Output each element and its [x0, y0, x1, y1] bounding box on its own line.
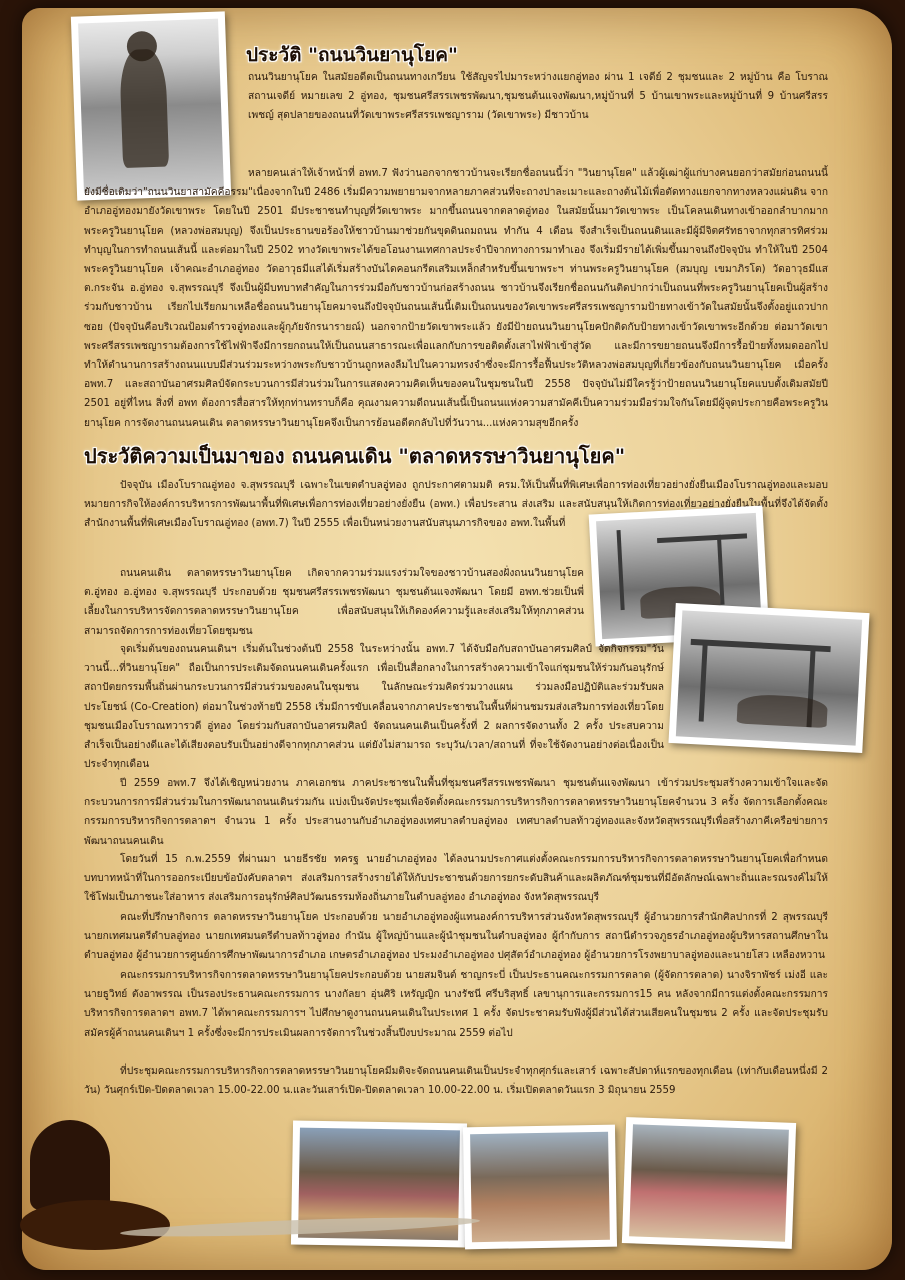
section2-paragraph-8: ที่ประชุมคณะกรรมการบริหารกิจการตลาดหรรษาวินยานุโยคมีมติจะจัดถนนคนเดินเป็นประจำทุกศุกร์และเสาร์ เฉพาะสัปดาห์แรกของทุกเดือน (เท่ากับเดือนหนึ่งมี 2 วัน) วันศุกร์เปิด-ปิดตลาดเวลา 15.00-22.00 น.และวันเสาร์เปิด-ปิดตลาดเวลา 10.00-22.00 น. เริ่มเปิดตลาดวันแรก 3 มิถุนายน 2559 — [84, 1066, 828, 1097]
community-gathering-photo — [622, 1117, 796, 1249]
section2-paragraph-7: คณะกรรมการบริหารกิจการตลาดหรรษาวินยานุโยคประกอบด้วย นายสมจินต์ ชาญกระบี่ เป็นประธานคณะกรรมการตลาด (ผู้จัดการตลาด) นางจิราพัชร์ เม่งอี และนายธูวิทย์ ตังอาพรรณ เป็นรองประธานคณะกรรมการ นางกัลยา อุ่นศิริ เหรัญญิก นางรัชนี ศรีบริสุทธิ์ เลขานุการและกรรมการ15 คน หลังจากมีการแต่งตั้งคณะกรรมการบริหารกิจการตลาดฯ อพท.7 ได้พาคณะกรรมการฯ ไปศึกษาดูงานถนนคนเดินในประเทศ 1 ครั้ง จัดประชาคมรับฟังผู้มีส่วนได้ส่วนเสียคนในชุมชน 2 ครั้ง และจัดประชุมรับสมัครผู้ค้าถนนคนเดินฯ 1 ครั้งซึ่งจะมีการประเมินผลการจัดการในช่วงสิ้นปีงบประมาณ 2559 ต่อไป — [84, 970, 828, 1039]
candle-holder-decoration — [30, 1120, 110, 1210]
section1-title: ประวัติ "ถนนวินยานุโยค" — [246, 44, 458, 66]
market-opening-photo — [463, 1125, 617, 1250]
candle-plate-decoration — [20, 1200, 170, 1250]
gathering-image — [629, 1124, 789, 1241]
section2-paragraph-5: โดยวันที่ 15 ก.พ.2559 ที่ผ่านมา นายธีรชัย ทครฐ นายอำเภออู่ทอง ได้ลงนามประกาศแต่งตั้งคณะกรรมการบริหารกิจการตลาดหรรษาวินยานุโยคเพื่อกำหนดบทบาทหน้าที่ในการออกระเบียบข้อบังคับตลาดฯ ส่งเสริมการสร้างรายได้ให้กับประชาชนด้วยการยกระดับสินค้าและผลิตภัณฑ์ชุมชนที่มีอัตลักษณ์เฉพาะถิ่นและรณรงค์ไม่ให้ใช้โฟมเป็นภาชนะใส่อาหาร ส่งเสริมการอนุรักษ์ศิลปวัฒนธรรมท้องถิ่นภายในตำบลอู่ทอง อำเภออู่ทอง จังหวัดสุพรรณบุรี — [84, 854, 828, 904]
section2-paragraph-1: ปัจจุบัน เมืองโบราณอู่ทอง จ.สุพรรณบุรี เฉพาะในเขตตำบลอู่ทอง ถูกประกาศตามมติ ครม.ให้เป็นพื้นที่พิเศษเพื่อการท่องเที่ยวอย่างยั่งยืนเมืองโบราณอู่ทองและมอบหมายการกิจให้องค์การบริหารการพัฒนาพื้นที่พิเศษเพื่อการท่องเที่ยวอย่างยั่งยืน (อพท.) เพื่อประสาน ส่งเสริม และสนับสนุนให้เกิดการท่องเที่ยวอย่างยั่งยืนในพื้นที่จึงได้จัดตั้งสำนักงานพื้นที่พิเศษเมืองโบราณอู่ทอง (อพท.7) ในปี 2555 เพื่อเป็นหน่วยงานสนับสนุนภารกิจของ อพท.ในพื้นที่ — [84, 480, 828, 530]
opening-image — [470, 1132, 610, 1242]
market-image — [676, 610, 862, 745]
section2-paragraph-4: ปี 2559 อพท.7 จึงได้เชิญหน่วยงาน ภาคเอกชน ภาคประชาชนในพื้นที่ชุมชนศรีสรรเพชรพัฒนา ชุมชนต้นแจงพัฒนา เข้าร่วมประชุมสร้างความเข้าใจและจัดกระบวนการการมีส่วนร่วมในการพัฒนาถนนเดินร่วมกัน แบ่งเป็นจัดประชุมเพื่อจัดตั้งคณะกรรมการบริหารกิจการตลาดหรรษาวินยานุโยคจำนวน 3 ครั้ง จัดการเลือกตั้งคณะกรรมการบริหารกิจการตลาดฯ จำนวน 1 ครั้ง ประสานงานกับอำเภออู่ทองเทศบาลตำบลอู่ทอง เทศบาลตำบลท้าวอู่ทองและจังหวัดสุพรรณบุรีเพื่อสร้างภาคีเครือข่ายการพัฒนาถนนคนเดิน — [84, 778, 828, 847]
section1-paragraph-2: หลายคนเล่าให้เจ้าหน้าที่ อพท.7 ฟังว่านอกจากชาวบ้านจะเรียกชื่อถนนนี้ว่า "วินยานุโยค" แล้วผู้เฒ่าผู้แก่บางคนยอกว่าสมัยก่อนถนนนี้ยังมีชื่อเดิมว่า"ถนนวินยาสามัคคีอรรม"เนื่องจากในปี 2486 เริ่มมีความพยายามจากหลายภาคส่วนที่จะถางปาละเมาะและถางต้นไม้เพื่อตัดทางแยกจากทางหลวงแผ่นดิน จากอำเภออู่ทองมายังวัดเขาพระ โดยในปี 2501 มีประชาชนทำบุญที่วัดเขาพระ มากขึ้นถนนจากตลาดอู่ทอง ในสมัยนั้นมาวัดเขาพระ เป็นโคลนเดินทางเข้าออกลำบากมากพระครูวินยานุโยค (หลวงพ่อสมบุญ) จึงเป็นประธานขอร้องให้ชาวบ้านมาช่วยกันขุดดินถมถนน ทำกัน 4 เดือน จึงสำเร็จเป็นถนนดินและมีผู้มีจิตศรัทธาจากทุกสารทิศร่วมทำบุญในการทำถนนเส้นนี้ และต่อมาในปี 2502 ทางวัดเขาพระได้ขอโอนงานเทศกาลประจำปีจากทางการมาทำเอง จึงเริ่มมีรายได้เพิ่มขึ้นมาจนถึงปัจจุบัน ทำให้ในปี 2504 พระครูวินยานุโยค เจ้าคณะอำเภออู่ทอง วัดอาวุธมีแสได้เริ่มสร้างบันไดคอนกรีตเสริมเหล็กสำหรับขึ้นเขาพระฯ ท่านพระครูวินยานุโยค (สมบุญ เขมาภิรโต) วัดอาวุธมีแส ต.กระจัน อ.อู่ทอง จ.สุพรรณบุรี จึงเป็นผู้มีบทบาทสำคัญในการร่วมมือกับชาวบ้านก่อสร้างถนน ชาวบ้านจึงเรียกชื่อถนนกันติดปากว่าเป็นถนนที่พระครูวินยานุโยคเป็นผู้สร้างร่วมกับชาวบ้าน เรียกไปเรียกมาเหลือชื่อถนนวินยานุโยคมาจนถึงปัจจุบันถนนเส้นนี้เดิมเป็นถนนของวัดเขาพระศรีสรรเพชญารามป้ายทางเข้าวัดในสมัยนั้นจึงตั้งอยู่แถวปากซอย (ปัจจุบันคือบริเวณป้อมตำรวจอู่ทองและผู้กุภัยจักรนารายณ์) นอกจากป้ายวัดเขาพระแล้ว ยังมีป้ายถนนวินยานุโยคปักติดกับป้ายทางเข้าวัดเขาพระอีกด้วย ต่อมาวัดเขาพระศรีสรรเพชญารามต้องการใช้ไฟฟ้าจึงมีการยกถนนให้เป็นถนนสาธารณะเพื่อแลกกับการขอติดตั้งเสาไฟฟ้าเข้าสู่วัด และมีการขยายถนนจึงมีการรื้อป้ายทั้งหมดออกไป ทำให้ตำนานการสร้างถนนแบบมีส่วนร่วมระหว่างพระกับชาวบ้านถูกหลงลืมไปในความทรงจำซึ่งจะมีการรื้อฟื้นประวัติหลวงพ่อสมบุญที่เกี่ยวข้องกับถนนวินยานุโยค เมื่อครั้ง อพท.7 และสถาบันอาศรมศิลป์จัดกระบวนการมีส่วนร่วมในการแสดงความคิดเห็นของคนในชุมชนในปี 2558 ปัจจุบันไม่มีใครรู้ว่าป้ายถนนวินยานุโยคแบบตั้งเดิมสมัยปี 2501 อยู่ที่ไหน สิ่งที่ อพท ต้องการสื่อสารให้ทุกท่านทราบก็คือ คุณงามความดีถนนเส้นนี้เป็นถนนแห่งความสามัคคีเป็นความร่วมมือร่วมใจกันโดยมีผู้จุดประกายคือพระครูวินยานุโยค การจัดงานถนนคนเดิน ตลาดหรรษาวินยานุโยคจึงเป็นการย้อนอดีตกลับไปที่วันวาน...แห่งความสุขอีกครั้ง — [84, 168, 828, 429]
section2-paragraph-2: ถนนคนเดิน ตลาดหรรษาวินยานุโยค เกิดจากความร่วมแรงร่วมใจของชาวบ้านสองฝั่งถนนวินยานุโยค ต.อู่ทอง อ.อู่ทอง จ.สุพรรณบุรี ประกอบด้วย ชุมชนศรีสรรเพชรพัฒนา ชุมชนต้นแจงพัฒนา โดยมี อพท.ช่วยเป็นพี่เลี้ยงในการบริหารจัดการตลาดหรรษาวินยานุโยค เพื่อสนับสนุนให้เกิดองค์ความรู้และส่งเสริมให้ทุกภาคส่วนสามารถจัดการการท่องเที่ยวโดยชุมชน — [84, 568, 584, 637]
section1-paragraph-1: ถนนวินยานุโยค ในสมัยอดีตเป็นถนนทางเกวียน ใช้สัญจรไปมาระหว่างแยกอู่ทอง ผ่าน 1 เจดีย์ 2 ชุมชนและ 2 หมู่บ้าน คือ โบราณสถานเจดีย์ หมายเลข 2 อู่ทอง, ชุมชนศรีสรรเพชรพัฒนา,ชุมชนต้นแจงพัฒนา,หมู่บ้านที่ 5 บ้านเขาพระและหมู่บ้านที่ 9 บ้านศรีสรรเพชญ์ สุดปลายของถนนที่วัดเขาพระศรีสรรเพชญาราม (วัดเขาพระ) มีชาวบ้าน — [248, 72, 828, 122]
section2-title: ประวัติความเป็นมาของ ถนนคนเดิน "ตลาดหรรษาวินยานุโยค" — [84, 444, 626, 468]
section2-paragraph-3: จุดเริ่มต้นของถนนคนเดินฯ เริ่มต้นในช่วงต้นปี 2558 ในระหว่างนั้น อพท.7 ได้จับมือกับสถาบันอาศรมศิลป์ จัดกิจกรรม"วันวานนี้...ที่วินยานุโยค" ถือเป็นการประเดิมจัดถนนคนเดินครั้งแรก เพื่อเป็นสื่อกลางในการสร้างความเข้าใจแก่ชุมชนให้ร่วมกันอนุรักษ์สถาปัตยกรรมพื้นถิ่นผ่านกระบวนการมีส่วนร่วมของคนในชุมชน ในลักษณะร่วมคิดร่วมวางแผน ร่วมลงมือปฏิบัติและร่วมรับผลประโยชน์ (Co-Creation) ต่อมาในช่วงท้ายปี 2558 เริ่มมีการขับเคลื่อนจากภาคประชาชนในพื้นที่ผ่านชมรมส่งเสริมการท่องเที่ยวโดยชุมชนเมืองโบราณทวารวดี อู่ทอง โดยร่วมกับสถาบันอาศรมศิลป์ จัดถนนคนเดินเป็นครั้งที่ 2 ผลการจัดงานทั้ง 2 ครั้ง ประสบความสำเร็จเป็นอย่างดีและได้เสียงตอบรับเป็นอย่างดีจากทุกภาคส่วน แต่ยังไม่สามารถ ระบุวัน/เวลา/สถานที่ ที่จะใช้จัดงานอย่างต่อเนื่องเป็นประจำทุกเดือน — [84, 644, 664, 771]
historic-market-photo — [668, 603, 869, 753]
section2-paragraph-6: คณะที่ปรึกษากิจการ ตลาดหรรษาวินยานุโยค ประกอบด้วย นายอำเภออู่ทองผู้แทนองค์การบริหารส่วนจังหวัดสุพรรณบุรี ผู้อำนวยการสำนักศิลปากรที่ 2 สุพรรณบุรี นายกเทศมนตรีตำบลอู่ทอง นายกเทศมนตรีตำบลท้าวอู่ทอง กำนัน ผู้ใหญ่บ้านและผู้นำชุมชนในตำบลอู่ทอง ผู้กำกับการ สถานีตำรวจภูธรอำเภออู่ทองผู้บริหารสถานศึกษาในตำบลอู่ทอง ผู้อำนวยการศูนย์การศึกษาพัฒนาการอำเภอ เกษตรอำเภออู่ทอง ประมงอำเภออู่ทอง ปศุสัตว์อำเภออู่ทอง ผู้อำนวยการโรงพยาบาลอู่ทองและนายโสว เหลืองหวาน — [84, 912, 828, 962]
